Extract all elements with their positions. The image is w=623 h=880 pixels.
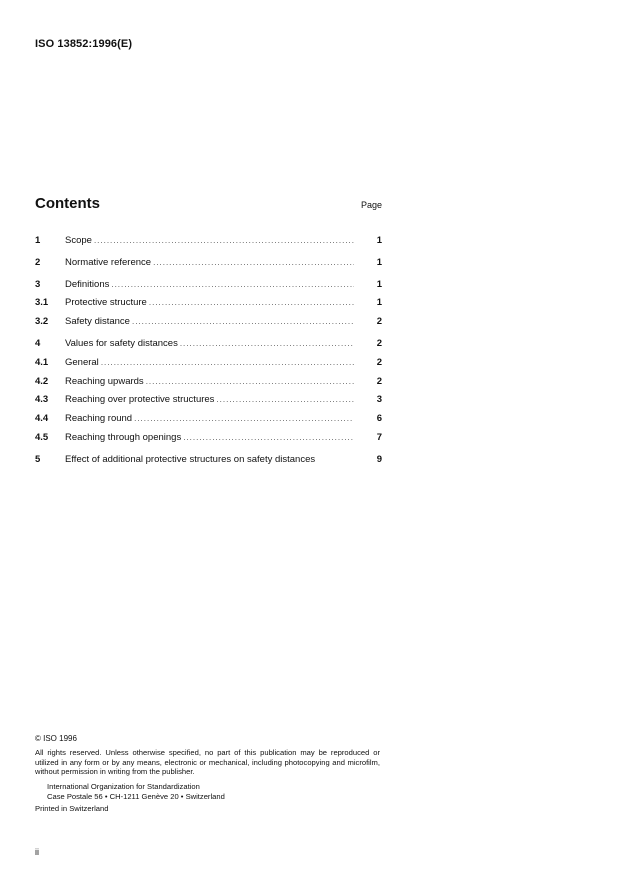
toc-entry-page: 1 (376, 257, 382, 268)
toc-entry-number: 4 (35, 338, 41, 349)
toc-entry-number: 3.2 (35, 316, 49, 327)
toc-leader-dots (216, 393, 354, 407)
toc-entry[interactable] (35, 453, 382, 467)
toc-entry-page: 6 (376, 413, 382, 424)
toc-entry-number: 5 (35, 454, 41, 465)
toc-entry[interactable] (35, 356, 382, 370)
toc-entry-page: 9 (376, 454, 382, 465)
toc-entry[interactable] (35, 296, 382, 310)
toc-entry-number: 1 (35, 235, 41, 246)
toc-entry-title: Reaching upwards (65, 376, 144, 387)
toc-entry-page: 1 (376, 279, 382, 290)
toc-entry[interactable] (35, 375, 382, 389)
toc-entry-title: Values for safety distances (65, 338, 178, 349)
toc-entry-title: Scope (65, 235, 92, 246)
toc-leader-dots (132, 315, 354, 329)
toc-entry-number: 3 (35, 279, 41, 290)
toc-entry-page: 2 (376, 338, 382, 349)
toc-entry-number: 4.2 (35, 376, 49, 387)
document-id: ISO 13852:1996(E) (35, 38, 133, 50)
toc-entry[interactable] (35, 431, 382, 445)
toc-entry-page: 1 (376, 235, 382, 246)
toc-entry-title: Effect of additional protective structures on safety distances (65, 454, 316, 465)
toc-leader-dots (101, 356, 354, 370)
toc-entry-title: Normative reference (65, 257, 152, 268)
toc-entry[interactable] (35, 393, 382, 407)
toc-entry-page: 1 (376, 297, 382, 308)
toc-entry[interactable] (35, 234, 382, 248)
toc-entry-number: 4.4 (35, 413, 49, 424)
contents-heading: Contents (35, 195, 100, 212)
copyright-notice: © ISO 1996 (35, 734, 77, 743)
toc-entry-title: Reaching through openings (65, 432, 182, 443)
toc-entry-page: 2 (376, 357, 382, 368)
rights-statement: All rights reserved. Unless otherwise specified, no part of this publication may be reproduced or utilized in any form or by any means, electronic or mechanical, including photocopying and microfilm, without permission in writing from the publisher. (35, 748, 380, 776)
toc-leader-dots (153, 256, 354, 270)
organization-name: International Organization for Standardization (47, 782, 200, 791)
toc-entry-title: Protective structure (65, 297, 147, 308)
toc-entry-number: 4.5 (35, 432, 49, 443)
toc-entry[interactable] (35, 337, 382, 351)
toc-entry-page: 7 (376, 432, 382, 443)
toc-entry-title: Safety distance (65, 316, 130, 327)
toc-entry[interactable] (35, 278, 382, 292)
page-number: ii (35, 847, 39, 857)
toc-leader-dots (146, 375, 354, 389)
toc-entry[interactable] (35, 256, 382, 270)
toc-leader-dots (183, 431, 354, 445)
toc-entry-page: 2 (376, 316, 382, 327)
toc-entry-number: 4.1 (35, 357, 49, 368)
toc-entry-page: 3 (376, 394, 382, 405)
toc-entry-number: 3.1 (35, 297, 49, 308)
toc-leader-dots (94, 234, 354, 248)
toc-leader-dots (111, 278, 354, 292)
toc-leader-dots (134, 412, 354, 426)
toc-entry[interactable] (35, 412, 382, 426)
printed-in: Printed in Switzerland (35, 804, 109, 813)
toc-entry[interactable] (35, 315, 382, 329)
organization-address-block (47, 782, 225, 801)
toc-entry-number: 2 (35, 257, 41, 268)
page-column-label: Page (360, 200, 382, 210)
toc-leader-dots (149, 296, 354, 310)
toc-entry-title: General (65, 357, 99, 368)
toc-entry-title: Reaching over protective structures (65, 394, 215, 405)
toc-entry-title: Reaching round (65, 413, 133, 424)
organization-address: Case Postale 56 • CH-1211 Genève 20 • Switzerland (47, 791, 225, 801)
toc-leader-dots (180, 337, 354, 351)
toc-entry-title: Definitions (65, 279, 110, 290)
toc-entry-page: 2 (376, 376, 382, 387)
toc-entry-number: 4.3 (35, 394, 49, 405)
